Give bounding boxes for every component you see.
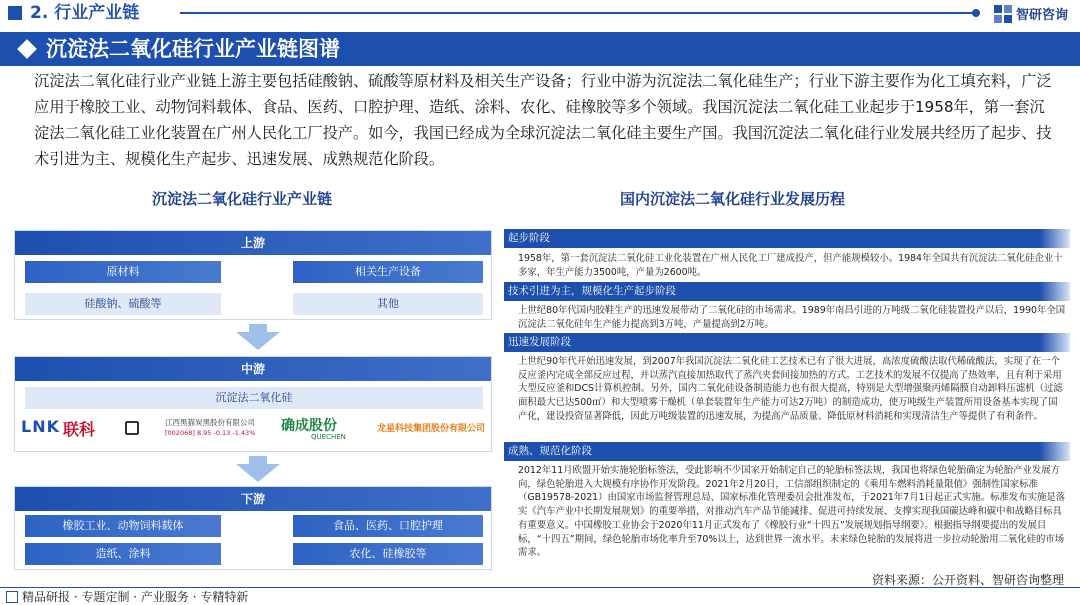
lnk-logo: LNK bbox=[21, 417, 60, 436]
heimao-company: 江西黑猫炭黑股份有限公司 bbox=[165, 418, 255, 427]
upstream-item: 原材料 bbox=[25, 261, 221, 283]
heimao-logo-icon bbox=[125, 421, 139, 435]
heimao-ticker: [002068] 8.95 -0.13 -1.43% bbox=[165, 429, 256, 437]
title-diamond-icon bbox=[17, 39, 37, 59]
source-note: 资料来源：公开资料、智研咨询整理 bbox=[871, 573, 1064, 587]
intro-paragraph: 沉淀法二氧化硅行业产业链上游主要包括硅酸钠、硫酸等原材料及相关生产设备；行业中游为沉淀法二氧化硅生产；行业下游主要作为化工填充料，广泛应用于橡胶工业、动物饲料载体、食品、医药、口腔护理、造纸、涂料、农化、硅橡胶等多个领域。我国沉淀法二氧化硅工业起步于1958年，第一套沉淀法二氧化硅工业化装置在广州人民化工厂投产。如今，我国已经成为全球沉淀法二氧化硅主要生产国。我国沉淀法二氧化硅行业发展共经历了起步、技术引进为主、规模化生产起步、迅速发展、成熟规范化阶段。 bbox=[34, 72, 1052, 168]
lianke-logo: 联科 bbox=[63, 420, 96, 439]
title-band bbox=[0, 32, 1080, 66]
quechen-en: QUECHEN bbox=[311, 433, 346, 441]
midstream-panel bbox=[14, 356, 492, 452]
quechen-logo: 确成股份 bbox=[281, 418, 337, 434]
downstream-panel bbox=[14, 486, 492, 570]
chain-heading: 沉淀法二氧化硅行业产业链 bbox=[152, 190, 333, 208]
timeline-heading: 国内沉淀法二氧化硅行业发展历程 bbox=[620, 190, 846, 208]
down-arrow-icon bbox=[236, 464, 280, 482]
timeline-phase: 技术引进为主，规模化生产起步阶段 bbox=[504, 282, 1070, 301]
downstream-item: 造纸、涂料 bbox=[25, 543, 221, 565]
company-logos bbox=[15, 415, 491, 445]
brand bbox=[994, 4, 1068, 23]
timeline-text: 上世纪90年代开始迅速发展，到2007年我国沉淀法二氧化硅工艺技术已有了很大进展，高浓度硫酸法取代稀硫酸法，实现了在一个反应釜内完成全部反应过程，并以蒸汽直接加热取代了蒸汽夹套间接加热的方式。工艺技术的发展不仅提高了热效率，且有利于采用大型反应釜和DCS计算机控制。另外，国内二氧化硅设备制造能力也有很大提高，特别是大型增强聚丙烯隔膜自动卸料压滤机（过滤面积最大已达500㎡）和大型喷雾干燥机（单套装置年生产能力可达2万吨）的制造成功，使万吨级生产装置所用设备基本实现了国产化，建设投资显著降低，因此万吨级装置的迅速发展，为提高产品质量、降低原材料消耗和实现清洁生产等提供了有利条件。 bbox=[518, 356, 1063, 422]
footer bbox=[6, 588, 248, 605]
midstream-label: 中游 bbox=[15, 357, 491, 381]
timeline-text: 2012年11月欧盟开始实施轮胎标签法，受此影响不少国家开始制定自己的轮胎标签法规，我国也将绿色轮胎确定为轮胎产业发展方向，绿色轮胎进入大规模有序协作开发阶段。2021年2月20日，工信部组织制定的《乘用车燃料消耗量限值》强制性国家标准（GB19578-2021）由国家市场监督管理总局、国家标准化管理委员会批准发布，于2021年7月1日起正式实施。标准发布实施是落实《汽车产业中长期发展规划》的重要举措，对推动汽车产品节能减排、促进可持续发展、支撑实现我国碳达峰和碳中和战略目标具有重要意义。中国橡胶工业协会于2020年11月正式发布了《橡胶行业“十四五”发展规划指导纲要》。根据指导纲要提出的发展目标，“十四五”期间，绿色轮胎市场化率升至70%以上，达到世界一流水平。未来绿色轮胎的发展将进一步拉动轮胎用二氧化硅的市场需求。 bbox=[518, 465, 1066, 559]
timeline-phase: 迅速发展阶段 bbox=[504, 333, 1070, 352]
timeline-phase: 起步阶段 bbox=[504, 229, 1070, 248]
section-square-icon bbox=[8, 6, 22, 20]
midstream-item: 沉淀法二氧化硅 bbox=[25, 387, 483, 409]
down-arrow-icon bbox=[236, 332, 280, 350]
header-rule-dot bbox=[972, 9, 980, 17]
footer-text: 精品研报 · 专题定制 · 产业服务 · 专精特新 bbox=[22, 590, 249, 604]
section-title: 2. 行业产业链 bbox=[30, 3, 140, 23]
top-bar bbox=[0, 0, 1080, 28]
brand-name: 智研咨询 bbox=[1015, 8, 1068, 23]
upstream-item: 硅酸钠、硫酸等 bbox=[25, 293, 221, 315]
report-icon bbox=[6, 591, 18, 603]
timeline-text: 1958年，第一套沉淀法二氧化硅工业化装置在广州人民化工厂建成投产，但产能规模较小。1984年全国共有沉淀法二氧化硅企业十多家，年生产能力3500吨，产量为2600吨。 bbox=[518, 253, 1063, 278]
downstream-item: 橡胶工业、动物饲料载体 bbox=[25, 515, 221, 537]
upstream-item: 相关生产设备 bbox=[293, 261, 483, 283]
longxing-logo: 龙星科技集团股份有限公司 bbox=[377, 424, 486, 434]
upstream-label: 上游 bbox=[15, 231, 491, 255]
header-rule bbox=[180, 12, 980, 14]
upstream-item: 其他 bbox=[293, 293, 483, 315]
page-title: 沉淀法二氧化硅行业产业链图谱 bbox=[46, 37, 340, 61]
timeline-text: 上世纪80年代国内胶鞋生产的迅速发展带动了二氧化硅的市场需求。1989年南昌引进的万吨级二氧化硅装置投产以后，1990年全国沉淀法二氧化硅年生产能力提高到3万吨，产量提高到2万吨。 bbox=[518, 305, 1066, 330]
downstream-item: 农化、硅橡胶等 bbox=[293, 543, 483, 565]
upstream-panel bbox=[14, 230, 492, 320]
downstream-label: 下游 bbox=[15, 487, 491, 511]
downstream-item: 食品、医药、口腔护理 bbox=[293, 515, 483, 537]
timeline-phase: 成熟、规范化阶段 bbox=[504, 442, 1070, 461]
brand-logo-icon bbox=[994, 5, 1012, 23]
